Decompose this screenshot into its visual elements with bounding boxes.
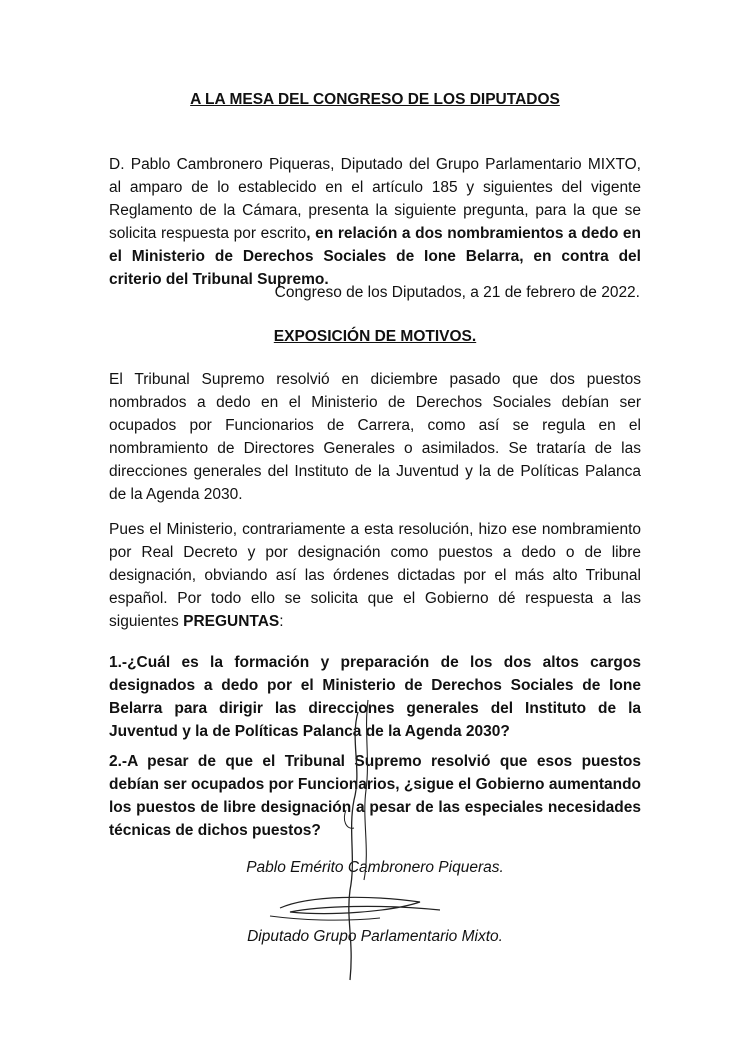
handwritten-signature (250, 690, 450, 990)
intro-bold-text: , en relación a dos nombramientos a dedo en el Ministerio de Derechos Sociales de Ione Belarra, en contra del criterio del Tribunal Supremo. (109, 225, 642, 288)
motives-paragraph-1: El Tribunal Supremo resolvió en diciembre pasado que dos puestos nombrados a dedo en el Ministerio de Derechos Sociales debían ser ocupados por Funcionarios de Carrera, como así se regula en el nombramiento de Directores Generales o asimilados. Se trataría de las direcciones generales del Instituto de la Juventud y la de Políticas Palanca de la Agenda 2030. (109, 371, 641, 503)
question-2: 2.-A pesar de que el Tribunal Supremo resolvió que esos puestos debían ser ocupados por Funcionarios, ¿sigue el Gobierno aumentando los puestos de libre designación a pesar de las especiales necesidades técnicas de dichos puestos? (109, 753, 641, 839)
intro-paragraph (109, 153, 641, 291)
intro-text: D. Pablo Cambronero Piqueras, Diputado del Grupo Parlamentario MIXTO, al amparo de lo establecido en el artículo 185 y siguientes del vigente Reglamento de la Cámara, presenta la siguiente pregunta, para la que se solicita respuesta por escrito (109, 156, 641, 242)
section-title: EXPOSICIÓN DE MOTIVOS. (273, 328, 477, 345)
motives-paragraph-2-end: : (279, 613, 284, 630)
motives-paragraph-2 (109, 518, 641, 633)
dateline: Congreso de los Diputados, a 21 de febrero de 2022. (274, 284, 640, 301)
signatory-name: Pablo Emérito Cambronero Piqueras. (246, 859, 504, 876)
preguntas-label: PREGUNTAS (183, 613, 280, 630)
document-heading: A LA MESA DEL CONGRESO DE LOS DIPUTADOS (190, 91, 560, 108)
question-1: 1.-¿Cuál es la formación y preparación de los dos altos cargos designados a dedo por el Ministerio de Derechos Sociales de Ione Belarra para dirigir las direcciones generales del Instituto de la Juventud y la de Políticas Palanca de la Agenda 2030? (109, 654, 641, 740)
signatory-role: Diputado Grupo Parlamentario Mixto. (247, 928, 503, 945)
motives-paragraph-2-text: Pues el Ministerio, contrariamente a esta resolución, hizo ese nombramiento por Real Decreto y por designación como puestos a dedo o de libre designación, obviando así las órdenes dictadas por el más alto Tribunal español. Por todo ello se solicita que el Gobierno dé respuesta a las siguientes (109, 521, 641, 630)
